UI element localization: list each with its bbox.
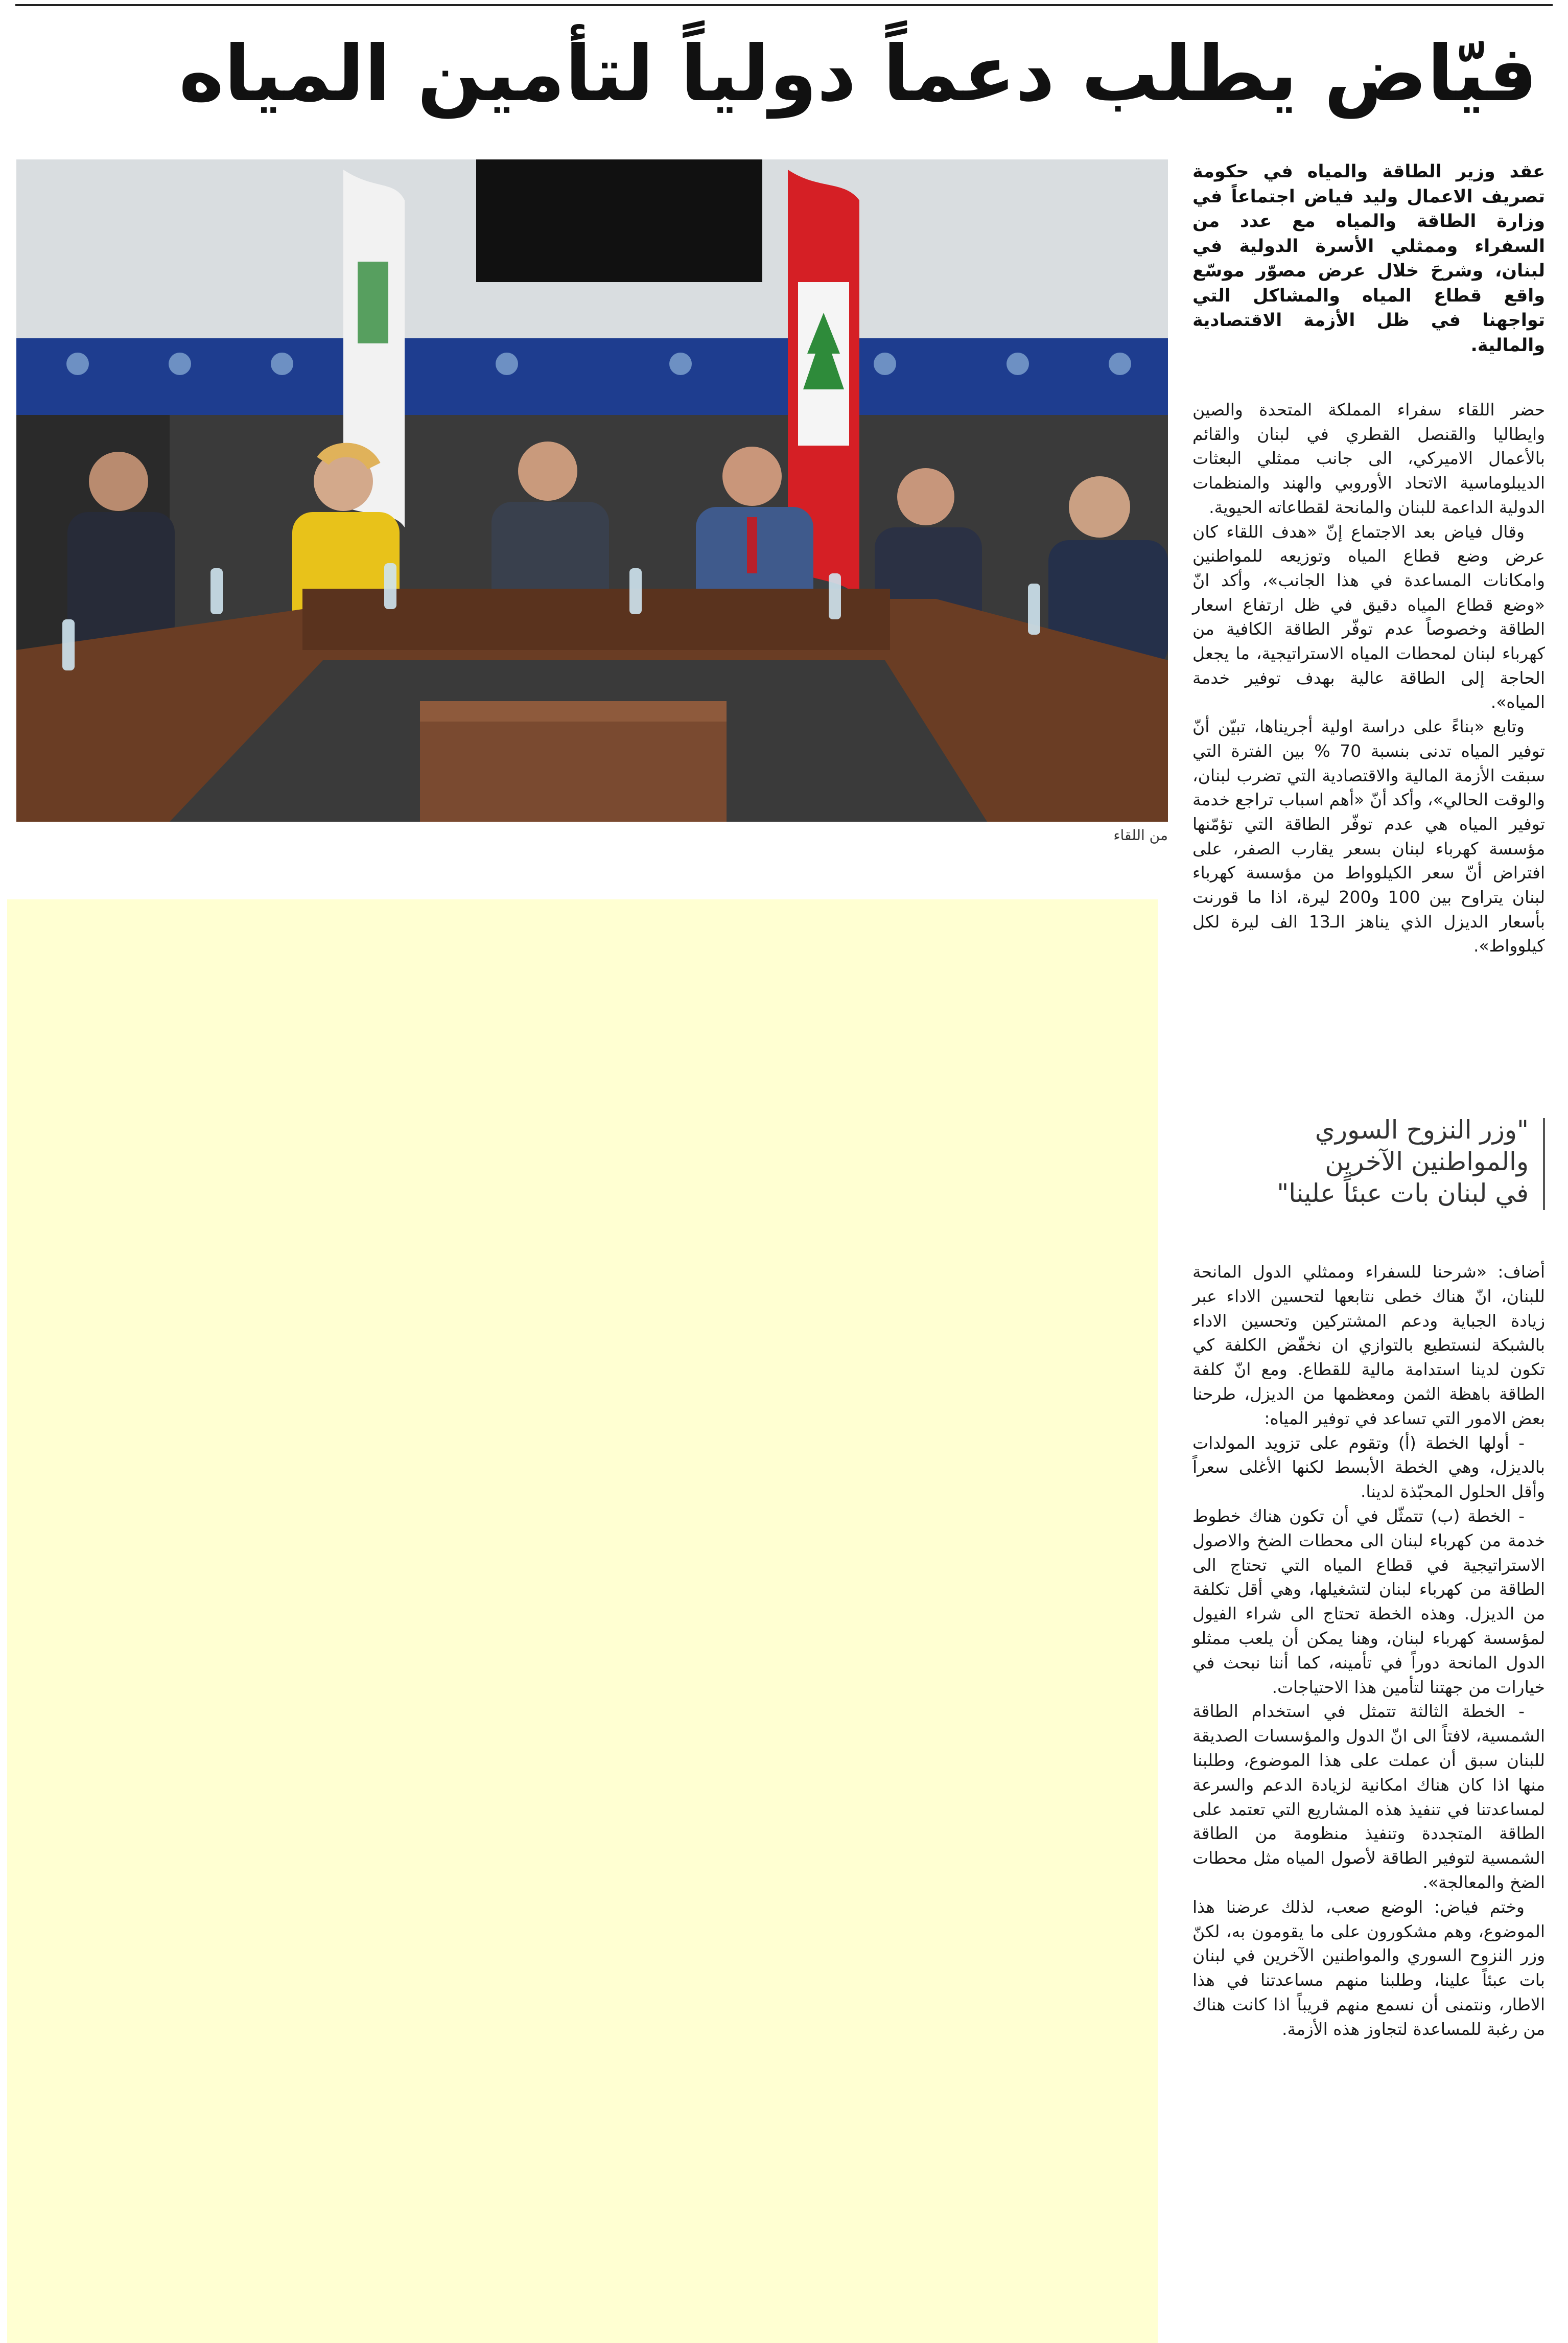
lead-paragraph <box>1192 159 1545 358</box>
body-paragraph: وقال فياض بعد الاجتماع إنّ «هدف اللقاء كان عرض وضع قطاع المياه وتوزيعه للمواطنين وامكانات المساعدة في هذا الجانب»، وأكد انّ «وضع قطاع المياه دقيق في ظل ارتفاع اسعار الطاقة وخصوصاً عدم توفّر الطاقة الكافية من كهرباء لبنان لمحطات المياه الاستراتيجية، ما يجعل الحاجة إلى الطاقة عالية بهدف توفير خدمة المياه». <box>1192 521 1545 712</box>
photo-caption: من اللقاء <box>1113 827 1168 844</box>
meeting-photo <box>16 159 1168 822</box>
pull-quote-bar <box>1543 1118 1545 1210</box>
pull-quote-line: في لبنان بات عبئاً علينا" <box>1277 1178 1529 1208</box>
body-paragraph: وتابع «بناءً على دراسة اولية أجريناها، تبيّن أنّ توفير المياه تدنى بنسبة 70 % بين الفترة التي سبقت الأزمة المالية والاقتصادية التي تضرب لبنان، والوقت الحالي»، وأكد أنّ «أهم اسباب تراجع خدمة توفير المياه هي عدم توفّر الطاقة التي تؤمّنها مؤسسة كهرباء لبنان بسعر يقارب الصفر، على افتراض أنّ سعر الكيلوواط من مؤسسة كهرباء لبنان يتراوح بين 100 و200 ليرة، اذا ما قورنت بأسعار الديزل الذي يناهز الـ13 الف ليرة لكل كيلوواط». <box>1192 716 1546 956</box>
body-paragraph: - الخطة (ب) تتمثّل في أن تكون هناك خطوط خدمة من كهرباء لبنان الى محطات الضخ والاصول الاستراتيجية في قطاع المياه التي تحتاج الى الطاقة من كهرباء لبنان لتشغيلها، وهي أقل تكلفة من الديزل. وهذه الخطة تحتاج الى شراء الفيول لمؤسسة كهرباء لبنان، وهنا يمكن أن يلعب ممثلو الدول المانحة دوراً في تأمينه، كما أننا نبحث في خيارات من جهتنا لتأمين هذا الاحتياجات. <box>1192 1505 1545 1697</box>
body-column-top <box>1192 398 1545 958</box>
pull-quote-text <box>1197 1114 1529 1209</box>
lead-text: عقد وزير الطاقة والمياه في حكومة تصريف الاعمال وليد فياض اجتماعاً في وزارة الطاقة والمياه مع عدد من السفراء وممثلي الأسرة الدولية في لبنان، وشرحَ خلال عرض مصوّر موسّع واقع قطاع المياه والمشاكل التي تواجهنا في ظل الأزمة الاقتصادية والمالية. <box>1192 161 1545 356</box>
pull-quote <box>1192 1114 1545 1216</box>
top-rule <box>15 4 1553 6</box>
headline: فيّاض يطلب دعماً دولياً لتأمين المياه <box>179 30 1537 119</box>
body-paragraph: أضاف: «شرحنا للسفراء وممثلي الدول المانحة للبنان، انّ هناك خطى نتابعها لتحسين الاداء عبر زيادة الجباية ودعم المشتركين وتحسين الاداء بالشبكة لنستطيع بالتوازي ان نخفّض الكلفة كي تكون لدينا استدامة مالية للقطاع. ومع انّ كلفة الطاقة باهظة الثمن ومعظمها من الديزل، طرحنا بعض الامور التي تساعد في توفير المياه: <box>1192 1262 1545 1428</box>
meeting-scene <box>16 159 1168 822</box>
pull-quote-line: والمواطنين الآخرين <box>1325 1147 1529 1176</box>
pull-quote-line: "وزر النزوح السوري <box>1315 1115 1529 1145</box>
body-paragraph: - أولها الخطة (أ) وتقوم على تزويد المولدات بالديزل، وهي الخطة الأبسط لكنها الأغلى سعراً وأقل الحلول المحبّذة لدينا. <box>1192 1432 1545 1502</box>
body-paragraph: وختم فياض: الوضع صعب، لذلك عرضنا هذا الموضوع، وهم مشكورون على ما يقومون به، لكنّ وزر النزوح السوري والمواطنين الآخرين في لبنان بات عبئاً علينا، وطلبنا منهم مساعدتنا في هذا الاطار، ونتمنى أن نسمع منهم قريباً اذا كانت هناك من رغبة للمساعدة لتجاوز هذه الأزمة. <box>1192 1896 1545 2039</box>
ad-block <box>7 899 1158 2343</box>
body-paragraph: - الخطة الثالثة تتمثل في استخدام الطاقة الشمسية، لافتاً الى انّ الدول والمؤسسات الصديقة للبنان سبق أن عملت على هذا الموضوع، وطلبنا منها اذا كان هناك امكانية لزيادة الدعم والسرعة لمساعدتنا في تنفيذ هذه المشاريع التي تعتمد على الطاقة المتجددة وتنفيذ منظومة من الطاقة الشمسية لتوفير الطاقة لأصول المياه مثل محطات الضخ والمعالجة». <box>1192 1701 1545 1892</box>
body-column-bottom <box>1192 1260 1545 2042</box>
body-paragraph: حضر اللقاء سفراء المملكة المتحدة والصين وايطاليا والقنصل القطري في لبنان والقائم بالأعمال الاميركي، الى جانب ممثلي البعثات الديبلوماسية الاتحاد الأوروبي والهند والمنظمات الدولية الداعمة للبنان والمانحة لقطاعاته الحيوية. <box>1192 400 1545 517</box>
